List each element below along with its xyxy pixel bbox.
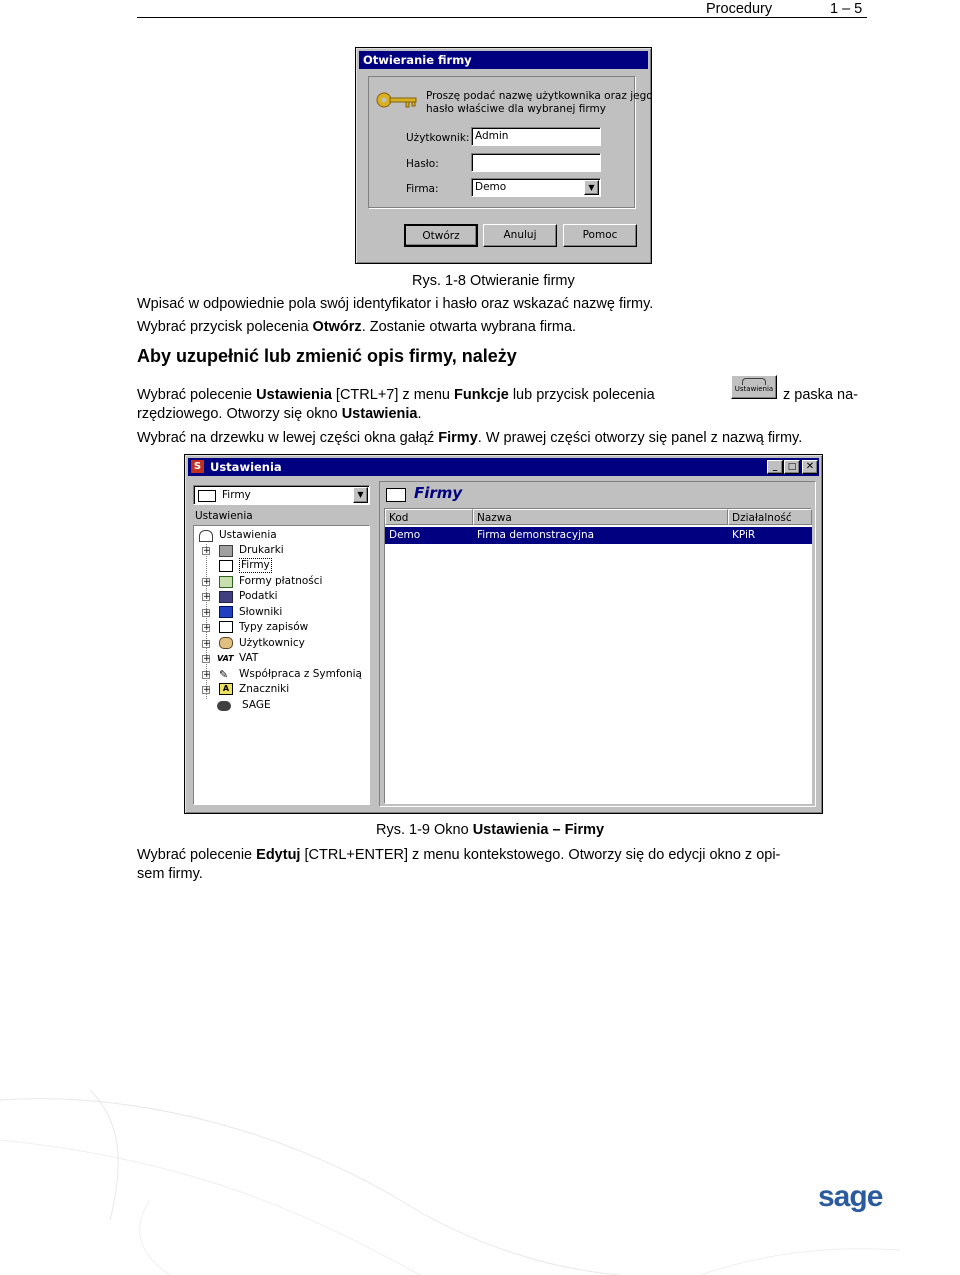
company-table xyxy=(384,508,812,804)
settings-title: Ustawienia xyxy=(210,460,282,474)
settings-titlebar xyxy=(188,458,819,476)
settings-toolbar-button[interactable] xyxy=(731,375,777,399)
paragraph-1: Wpisać w odpowiednie pola swój identyfikator i hasło oraz wskazać nazwę firmy. xyxy=(137,296,654,312)
p3-text-i: . xyxy=(417,406,422,422)
app-s-icon: S xyxy=(191,460,204,473)
p2-text-c: . Zostanie otwarta wybrana firma. xyxy=(361,319,577,335)
paragraph-3-line2 xyxy=(137,405,421,423)
paragraph-4 xyxy=(137,429,802,447)
expand-icon[interactable]: + xyxy=(203,577,211,587)
card-icon xyxy=(386,488,406,502)
cell-nazwa: Firma demonstracyjna xyxy=(477,529,595,541)
maximize-button[interactable]: □ xyxy=(784,460,800,474)
printer-icon xyxy=(219,545,233,557)
open-company-dialog xyxy=(355,47,652,264)
right-pane xyxy=(379,481,816,807)
category-combo[interactable] xyxy=(193,485,370,505)
chevron-down-icon[interactable]: ▼ xyxy=(584,180,599,195)
user-label: Użytkownik: xyxy=(406,132,470,144)
open-button[interactable]: Otwórz xyxy=(404,224,478,247)
tax-icon xyxy=(219,591,233,603)
expand-icon[interactable]: + xyxy=(203,592,211,602)
card-icon xyxy=(219,560,233,572)
settings-icon xyxy=(742,378,766,385)
panel-title: Firmy xyxy=(414,484,463,502)
dialog-title: Otwieranie firmy xyxy=(359,51,648,69)
password-field[interactable] xyxy=(471,153,601,172)
prompt-line-1: Proszę podać nazwę użytkownika oraz jego xyxy=(426,90,653,102)
header-rule xyxy=(137,17,867,18)
p3-text-g: rzędziowego. Otworzy się okno xyxy=(137,406,342,422)
tree-label: Znaczniki xyxy=(239,683,290,695)
minimize-button[interactable]: _ xyxy=(767,460,783,474)
cancel-button[interactable]: Anuluj xyxy=(483,224,557,247)
p3-text-c: [CTRL+7] z menu xyxy=(331,387,454,403)
tree-label: Podatki xyxy=(239,590,278,602)
column-header-nazwa[interactable]: Nazwa xyxy=(473,509,728,525)
p5-bold-edytuj: Edytuj xyxy=(256,847,301,863)
tree-label: Współpraca z Symfonią xyxy=(239,668,362,680)
tree-label: Użytkownicy xyxy=(239,637,305,649)
p2-bold-otworz: Otwórz xyxy=(312,319,362,335)
document-icon xyxy=(219,621,233,633)
header-page-number: 1 – 5 xyxy=(830,1,863,17)
p4-text-c: . W prawej części otworzy się panel z nazwą firmy. xyxy=(477,430,803,446)
prompt-line-2: hasło właściwe dla wybranej firmy xyxy=(426,103,606,115)
settings-icon xyxy=(199,530,213,542)
cell-dzialalnosc: KPiR xyxy=(732,529,756,541)
people-icon xyxy=(217,701,231,711)
users-icon xyxy=(219,637,233,649)
expand-icon[interactable]: + xyxy=(203,639,211,649)
tree-label: Ustawienia xyxy=(219,529,277,541)
user-field[interactable]: Admin xyxy=(471,127,601,146)
p4-text-a: Wybrać na drzewku w lewej części okna gałąź xyxy=(137,430,439,446)
tree-label: Formy płatności xyxy=(239,575,323,587)
p5-text-c: [CTRL+ENTER] z menu kontekstowego. Otworzy się do edycji okno z opi- xyxy=(300,847,781,863)
p3-text-e: lub przycisk polecenia xyxy=(508,387,655,403)
expand-icon[interactable]: + xyxy=(203,608,211,618)
expand-icon[interactable]: + xyxy=(203,670,211,680)
tree-label: Słowniki xyxy=(239,606,283,618)
tree-label: SAGE xyxy=(242,699,271,711)
column-header-kod[interactable]: Kod xyxy=(385,509,473,525)
p5-text-a: Wybrać polecenie xyxy=(137,847,257,863)
paragraph-5-line1 xyxy=(137,846,780,864)
password-label: Hasło: xyxy=(406,158,439,170)
p3-bold-ustawienia-2: Ustawienia xyxy=(341,406,418,422)
tree-label: Typy zapisów xyxy=(239,621,309,633)
header-section: Procedury xyxy=(706,1,773,17)
close-button[interactable]: ✕ xyxy=(802,460,818,474)
paragraph-3-tail: z paska na- xyxy=(783,387,858,403)
payment-icon xyxy=(219,576,233,588)
pencil-icon: ✎ xyxy=(219,668,229,681)
paragraph-5-line2: sem firmy. xyxy=(137,866,203,882)
expand-icon[interactable]: + xyxy=(203,654,211,664)
p3-bold-ustawienia: Ustawienia xyxy=(256,387,332,403)
tag-icon: A xyxy=(219,683,233,695)
table-row[interactable] xyxy=(385,527,812,544)
combo-value: Firmy xyxy=(222,489,251,501)
key-icon xyxy=(376,90,420,110)
sage-logo: sage xyxy=(818,1180,883,1213)
paragraph-2 xyxy=(137,318,576,336)
expand-icon[interactable]: + xyxy=(203,685,211,695)
cell-kod: Demo xyxy=(389,529,421,541)
decorative-swirl xyxy=(0,1080,960,1275)
company-label: Firma: xyxy=(406,183,439,195)
paragraph-3-line1 xyxy=(137,386,655,404)
expand-icon[interactable]: + xyxy=(203,623,211,633)
section-heading: Aby uzupełnić lub zmienić opis firmy, należy xyxy=(137,346,517,366)
dictionary-icon xyxy=(219,606,233,618)
tree-header: Ustawienia xyxy=(195,510,253,522)
tree-label: VAT xyxy=(239,652,259,664)
company-select-value: Demo xyxy=(475,181,507,193)
p3-text-a: Wybrać polecenie xyxy=(137,387,257,403)
combo-card-icon xyxy=(198,490,216,502)
settings-window xyxy=(184,454,823,814)
tree-label: Drukarki xyxy=(239,544,284,556)
table-header xyxy=(385,509,811,525)
tree-panel xyxy=(193,525,370,805)
p3-bold-funkcje: Funkcje xyxy=(454,387,509,403)
p2-text-a: Wybrać przycisk polecenia xyxy=(137,319,313,335)
expand-icon[interactable]: + xyxy=(203,546,211,556)
p4-bold-firmy: Firmy xyxy=(438,430,478,446)
column-header-dzialalnosc[interactable]: Działalność xyxy=(728,509,812,525)
caption2-bold: Ustawienia – Firmy xyxy=(472,822,605,838)
tree-label-selected: Firmy xyxy=(241,559,270,571)
caption2-text: Rys. 1-9 Okno xyxy=(376,822,473,838)
figure-caption-1: Rys. 1-8 Otwieranie firmy xyxy=(412,273,575,289)
company-select[interactable] xyxy=(471,178,601,197)
help-button[interactable]: Pomoc xyxy=(563,224,637,247)
vat-icon: VAT xyxy=(217,654,234,663)
chevron-down-icon[interactable]: ▼ xyxy=(353,487,368,503)
settings-button-label: Ustawienia xyxy=(734,385,774,393)
figure-caption-2 xyxy=(376,821,604,839)
